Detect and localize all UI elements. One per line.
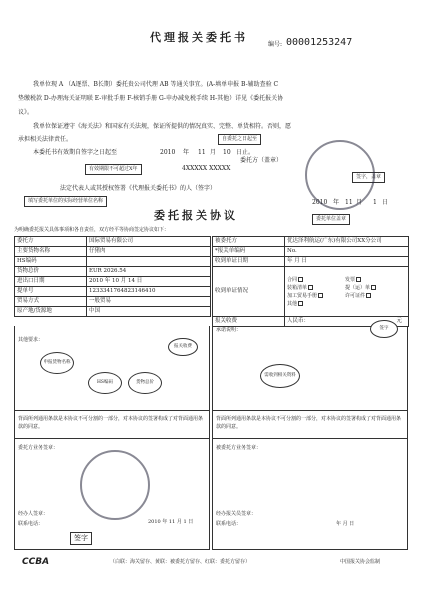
left-phone-label: 联系电话： xyxy=(18,521,44,527)
right-promise-label: 承诺说明： xyxy=(216,327,242,333)
checkbox-icon[interactable] xyxy=(308,285,313,290)
callout-goods: 申报货物名称 xyxy=(40,352,74,374)
right-info-table xyxy=(212,236,409,327)
row-value xyxy=(87,257,211,267)
row-label: 提单号 xyxy=(15,287,87,297)
left-other-label: 其他要求： xyxy=(18,337,44,343)
row-value: EUR 2026.54 xyxy=(87,267,211,277)
note-sign-stamp: 签字，盖章 xyxy=(352,172,385,183)
row-value: 仔猪肉 xyxy=(87,247,211,257)
review-label: 收到单证情况 xyxy=(213,267,285,317)
validity-month-unit: 月 xyxy=(210,149,217,156)
callout-review: 签字 xyxy=(370,320,398,338)
review-item-label: 许可证件 xyxy=(345,292,366,299)
body-line-5: 承担相关法律责任。 xyxy=(18,136,73,143)
table-row xyxy=(15,277,211,287)
review-item-label: 装箱清单 xyxy=(287,284,308,291)
sign-box-bottom: 签字 xyxy=(70,532,92,545)
row-label: 货物总价 xyxy=(15,267,87,277)
table-row xyxy=(15,267,211,277)
right-divider-1 xyxy=(212,410,408,411)
review-item xyxy=(287,293,339,299)
review-item-label: 提（运）单 xyxy=(345,284,371,291)
validity-year: 2010 xyxy=(160,149,176,156)
review-item xyxy=(345,293,397,299)
note-date-range: 自委托之日起至 xyxy=(218,134,261,145)
document-title: 代理报关委托书 xyxy=(150,31,248,44)
right-date: 年 月 日 xyxy=(336,521,355,527)
validity-day-unit: 日止。 xyxy=(236,149,255,156)
row-value: 年 月 日 xyxy=(285,257,409,267)
checkbox-icon[interactable] xyxy=(298,301,303,306)
body-line-3: 议》。 xyxy=(18,109,34,116)
validity-text: 本委托书有效期自签字之日起至 xyxy=(33,149,118,156)
row-value: 中国 xyxy=(87,307,211,317)
row-value: 一般贸易 xyxy=(87,297,211,307)
row-label: 主要货物名称 xyxy=(15,247,87,257)
review-item xyxy=(287,277,339,283)
checkbox-icon[interactable] xyxy=(366,293,371,298)
body-line-2: 垫缴税款 D-办理海关证明联 E-审批手册 F-核销手册 G-申办减免税手续 H-其他）详见《委托报关协 xyxy=(18,95,284,102)
row-value: 优达泽利航运(广东)有限公司XX分公司 xyxy=(285,237,409,247)
left-handler-label: 经办人签章： xyxy=(18,511,49,517)
callout-wait: 需收到相关资料 xyxy=(260,364,300,388)
left-info-table xyxy=(14,236,211,317)
review-item xyxy=(345,277,397,283)
row-label: 贸易方式 xyxy=(15,297,87,307)
row-label: 原产地/货源地 xyxy=(15,307,87,317)
entrust-value: 4XXXXX XXXXX xyxy=(182,165,231,172)
review-item-label: 加工贸易手册 xyxy=(287,292,318,299)
right-sign-label: 被委托方业务签章： xyxy=(216,445,262,451)
sign-date-day: 1 xyxy=(373,199,377,206)
callout-customs: 报关收费 xyxy=(168,338,198,356)
fee-unit: 元 xyxy=(396,317,402,324)
row-label: 进出口日期 xyxy=(15,277,87,287)
legal-line: 法定代表人或其授权签署《代理报关委托书》的人（签字） xyxy=(60,185,217,192)
table-row xyxy=(15,307,211,317)
left-terms: 背面所列通用条款是本协议不可分割的一部分，对本协议的签署构成了对背面通用条款的同意。 xyxy=(18,416,204,430)
table-row xyxy=(213,267,409,317)
sign-date-year-unit: 年 xyxy=(333,199,340,206)
serial-label: 编号: xyxy=(268,41,283,48)
note-fill-unit: 填写委托单位的实际经营单位名称 xyxy=(24,196,107,207)
association-label: 中国报关协会监制 xyxy=(340,559,381,565)
entrust-label: 委托方（盖章） xyxy=(240,157,283,164)
table-row xyxy=(15,257,211,267)
callout-total: 货物总价 xyxy=(128,372,162,394)
left-date: 2010 年 11 月 1 日 xyxy=(148,519,194,525)
left-sign-label: 委托方业务签章： xyxy=(18,445,59,451)
validity-day: 10 xyxy=(223,149,231,156)
row-value: No. xyxy=(285,247,409,257)
row-label: *报关单编码 xyxy=(213,247,285,257)
serial-number: 00001253247 xyxy=(286,37,353,48)
sign-date-day-unit: 日 xyxy=(382,199,389,206)
table-row xyxy=(15,237,211,247)
left-divider-2 xyxy=(14,438,210,439)
row-value: 国际贸易有限公司 xyxy=(87,237,211,247)
agreement-intro: 为明确委托报关具体事项和各自责任，双方经平等协商签定协议如下： xyxy=(14,227,170,233)
fee-label: 报关收费 xyxy=(213,317,285,327)
review-cell xyxy=(285,267,409,317)
row-label: HS编码 xyxy=(15,257,87,267)
right-divider-2 xyxy=(212,438,408,439)
sign-date-month-unit: 月 xyxy=(356,199,363,206)
body-line-1: 我单位现 A （A逐票、B长期）委托贵公司代理 AB 等通关事宜。(A-填单申报 B-辅助查验 C xyxy=(33,81,279,88)
left-divider-1 xyxy=(14,410,210,411)
company-seal-stamp-top xyxy=(305,140,375,210)
agreement-title: 委托报关协议 xyxy=(154,209,238,222)
validity-year-unit: 年 xyxy=(183,149,190,156)
table-row xyxy=(213,237,409,247)
callout-hs: HS编码 xyxy=(88,372,122,394)
sign-date-month: 11 xyxy=(345,199,353,206)
row-value: 1233341764823146410 xyxy=(87,287,211,297)
note-validity: 有效期限不可超过X年 xyxy=(85,164,142,175)
ccba-logo: CCBA xyxy=(22,557,50,567)
checkbox-icon[interactable] xyxy=(371,285,376,290)
note-stamp: 委托单位盖章 xyxy=(312,214,350,225)
table-row xyxy=(15,247,211,257)
right-phone-label: 联系电话： xyxy=(216,521,242,527)
checkbox-icon[interactable] xyxy=(298,277,303,282)
checkbox-icon[interactable] xyxy=(318,293,323,298)
right-handler-label: 经办报关员签章： xyxy=(216,511,257,517)
row-value: 2010 年 10 月 14 日 xyxy=(87,277,211,287)
right-terms: 背面所列通用条款是本协议不可分割的一部分，对本协议的签署构成了对背面通用条款的同意。 xyxy=(216,416,402,430)
checkbox-icon[interactable] xyxy=(356,277,361,282)
table-row xyxy=(15,287,211,297)
copy-note: （白联：海关留存、黄联：被委托方留存、红联：委托方留存） xyxy=(110,559,251,565)
table-row xyxy=(213,247,409,257)
sign-date-year: 2010 xyxy=(312,199,328,206)
review-item xyxy=(287,301,339,307)
row-label: 收到单证日期 xyxy=(213,257,285,267)
body-line-4: 我单位保证遵守《海关法》和国家有关法规，保证所提供的情况真实、完整、单货相符。否则，愿 xyxy=(33,123,292,130)
fee-currency: 人民币： xyxy=(287,317,310,324)
review-item-label: 发票 xyxy=(345,276,356,283)
review-item-label: 其他 xyxy=(287,300,298,307)
review-item xyxy=(287,285,339,291)
table-row xyxy=(15,297,211,307)
row-label: 被委托方 xyxy=(213,237,285,247)
validity-month: 11 xyxy=(198,149,206,156)
review-item xyxy=(345,285,397,291)
company-seal-stamp-bottom xyxy=(80,450,150,520)
review-item-label: 合同 xyxy=(287,276,298,283)
table-row xyxy=(213,257,409,267)
row-label: 委托方 xyxy=(15,237,87,247)
